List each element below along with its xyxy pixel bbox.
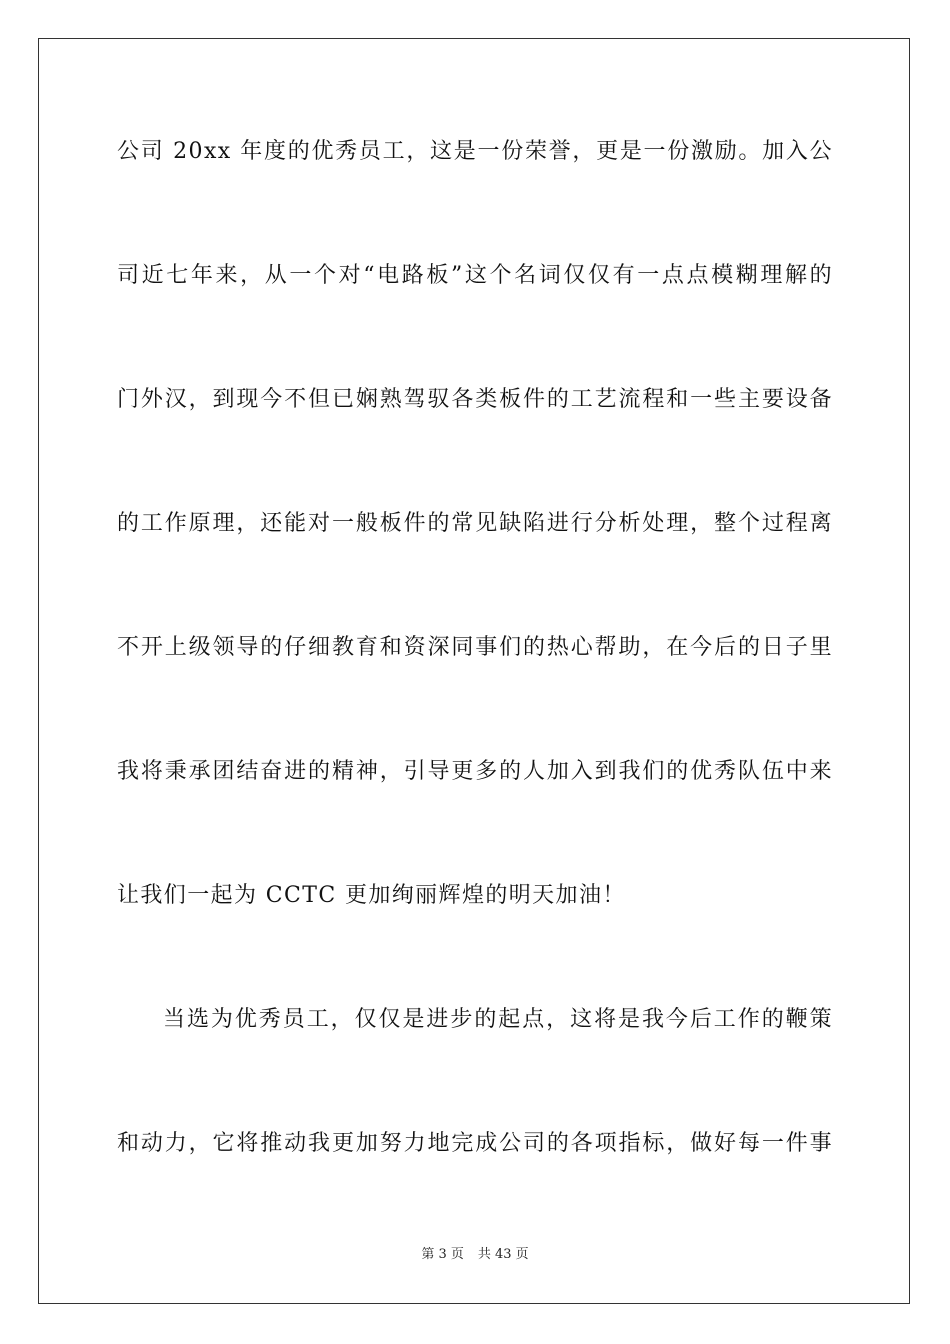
body-text-line: 让我们一起为 CCTC 更加绚丽辉煌的明天加油！ xyxy=(117,883,626,908)
body-text-line: 我将秉承团结奋进的精神，引导更多的人加入到我们的优秀队伍中来 xyxy=(117,759,833,784)
body-text-line: 司近七年来，从一个对“电路板”这个名词仅仅有一点点模糊理解的 xyxy=(117,263,833,288)
body-text-line: 公司 20xx 年度的优秀员工，这是一份荣誉，更是一份激励。加入公 xyxy=(117,139,833,164)
page-total: 共 43 页 xyxy=(477,1247,529,1262)
page-number: 第 3 页 xyxy=(421,1247,464,1262)
page-border xyxy=(38,38,910,1304)
body-text-line: 和动力，它将推动我更加努力地完成公司的各项指标，做好每一件事 xyxy=(117,1131,833,1156)
body-text-line: 门外汉，到现今不但已娴熟驾驭各类板件的工艺流程和一些主要设备 xyxy=(117,387,833,412)
page-footer xyxy=(0,1246,950,1264)
body-text-line: 的工作原理，还能对一般板件的常见缺陷进行分析处理，整个过程离 xyxy=(117,511,833,536)
paragraph-first-line: 当选为优秀员工，仅仅是进步的起点，这将是我今后工作的鞭策 xyxy=(163,1007,833,1032)
body-text-line: 不开上级领导的仔细教育和资深同事们的热心帮助，在今后的日子里 xyxy=(117,635,833,660)
